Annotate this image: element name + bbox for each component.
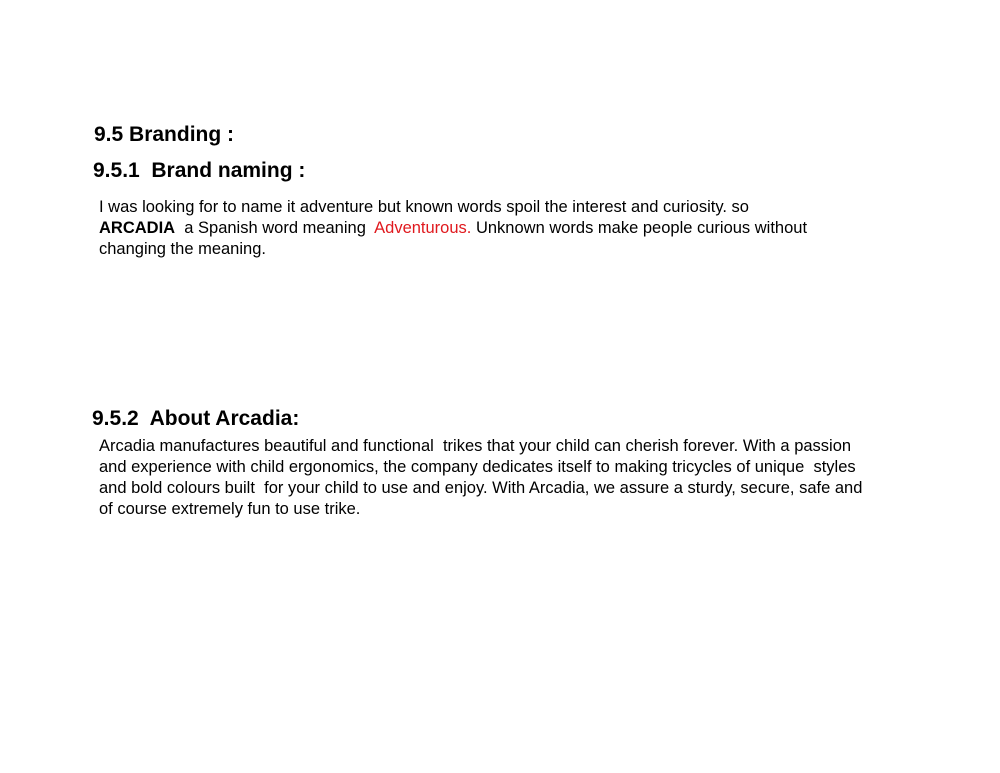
about-line-1: Arcadia manufactures beautiful and functional trikes that your child can cherish forever. With a passion <box>99 437 852 455</box>
brand-naming-paragraph <box>99 197 807 260</box>
section-heading-branding: 9.5 Branding : <box>94 123 235 146</box>
brand-meaning-highlight: Adventurous. <box>374 219 472 237</box>
brand-name-word: ARCADIA <box>99 219 176 237</box>
brand-naming-line-2-mid: a Spanish word meaning <box>175 219 375 237</box>
section-heading-about: 9.5.2 About Arcadia: <box>92 407 300 430</box>
section-heading-brand-naming: 9.5.1 Brand naming : <box>93 159 306 182</box>
brand-naming-line-2-end: Unknown words make people curious without <box>471 219 808 237</box>
brand-naming-line-1: I was looking for to name it adventure but known words spoil the interest and curiosity. so <box>99 198 749 216</box>
about-paragraph <box>99 436 862 520</box>
about-line-2: and experience with child ergonomics, the company dedicates itself to making tricycles of unique styles <box>99 458 856 476</box>
about-line-3: and bold colours built for your child to use and enjoy. With Arcadia, we assure a sturdy, secure, safe and <box>99 479 863 497</box>
about-line-4: of course extremely fun to use trike. <box>99 500 361 518</box>
brand-naming-line-3: changing the meaning. <box>99 240 266 258</box>
